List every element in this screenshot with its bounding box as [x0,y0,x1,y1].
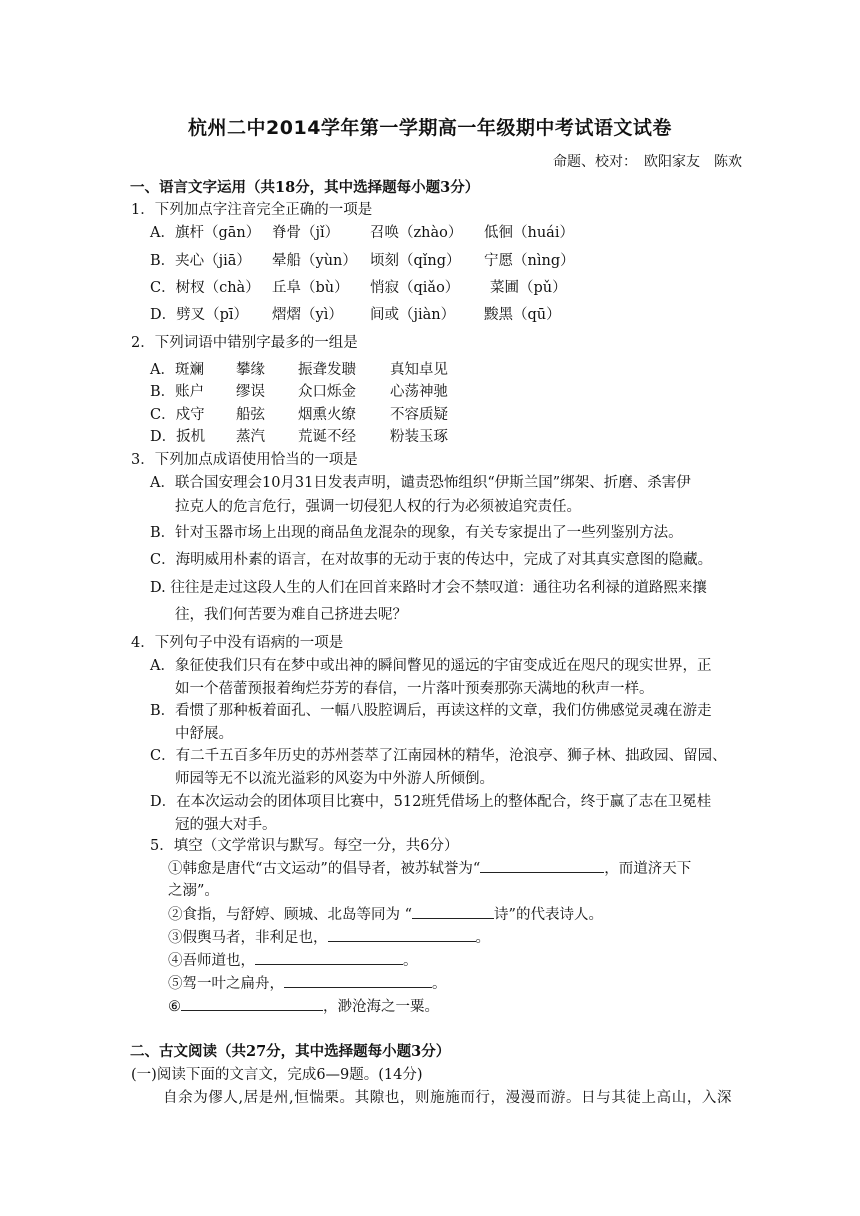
q3-option-c: C．海明威用朴素的语言，在对故事的无动于衷的传达中，完成了对其真实意图的隐藏。 [150,552,713,568]
q5-blank-4[interactable] [255,950,403,965]
question-3-stem: 3．下列加点成语使用恰当的一项是 [131,452,358,468]
q5-blank-5[interactable] [284,973,432,988]
q5-item-5: ⑤驾一叶之扁舟， 。 [168,973,447,994]
q5-item-4: ④吾师道也， 。 [168,950,418,971]
section-2-heading: 二、古文阅读（共27分，其中选择题每小题3分） [130,1043,451,1060]
q4-option-c-line1: C．有二千五百多年历史的苏州荟萃了江南园林的精华，沧浪亭、狮子林、拙政园、留园、 [150,748,727,764]
q4-option-c-line2: 师园等无不以流光溢彩的风姿为中外游人所倾倒。 [175,771,494,787]
q4-option-b-line1: B．看惯了那种板着面孔、一幅八股腔调后，再读这样的文章，我们仿佛感觉灵魂在游走 [150,703,712,719]
q5-item-1: ①韩愈是唐代“古文运动”的倡导者，被苏轼誉为“ ，而道济天下 [168,858,691,879]
q3-option-d-line1: D. 往往是走过这段人生的人们在回首来路时才会不禁叹道：通往功名利禄的道路熙来攘 [150,580,707,596]
question-1-stem: 1．下列加点字注音完全正确的一项是 [131,202,373,218]
classical-passage: 自余为僇人,居是州,恒惴栗。其隙也，则施施而行，漫漫而游。日与其徒上高山，入深 [163,1090,733,1106]
q5-item-6: ⑥ ，渺沧海之一粟。 [168,996,439,1017]
q4-option-d-line2: 冠的强大对手。 [175,817,277,833]
question-5-stem: 5．填空（文学常识与默写。每空一分，共6分） [150,838,459,854]
q2-option-c: C．戍守 船弦 烟熏火缭 不容质疑 [150,407,448,423]
question-4-stem: 4．下列句子中没有语病的一项是 [131,635,344,651]
q5-blank-6[interactable] [181,996,323,1011]
q1-option-d: D．劈叉（pī） 熠熠（yì） 间或（jiàn） 黢黑（qū） [150,307,561,323]
section-1-heading: 一、语言文字运用（共18分，其中选择题每小题3分） [130,179,480,196]
q2-option-d: D．扳机 蒸汽 荒诞不经 粉装玉琢 [150,429,448,445]
q3-option-d-line2: 往，我们何苦要为难自己挤进去呢？ [175,607,407,623]
q4-option-a-line1: A．象征使我们只有在梦中或出神的瞬间瞥见的遥远的宇宙变成近在咫尺的现实世界，正 [150,658,712,674]
q4-option-a-line2: 如一个蓓蕾预报着绚烂芬芳的春信，一片落叶预奏那弥天满地的秋声一样。 [175,681,654,697]
q1-option-c: C．树杈（chà） 丘阜（bù） 悄寂（qiǎo） 菜圃（pǔ） [150,280,567,296]
authors-line: 命题、校对： 欧阳家友 陈欢 [553,154,742,170]
q5-item-3: ③假舆马者，非利足也， 。 [168,927,490,948]
q5-blank-3[interactable] [328,927,476,942]
q2-option-a: A．斑斓 攀缘 振聋发聩 真知卓见 [150,362,448,378]
q3-option-a-line2: 拉克人的危言危行，强调一切侵犯人权的行为必须被追究责任。 [175,499,581,515]
q4-option-b-line2: 中舒展。 [175,726,233,742]
q5-item-1-cont: 之溺”。 [168,883,219,899]
q5-blank-1[interactable] [480,858,604,873]
subsection-1-heading: (一)阅读下面的文言文，完成6—9题。(14分) [131,1067,423,1083]
exam-title: 杭州二中2014学年第一学期高一年级期中考试语文试卷 [188,117,672,139]
q2-option-b: B．账户 缪误 众口烁金 心荡神驰 [150,384,448,400]
q3-option-b: B．针对玉器市场上出现的商品鱼龙混杂的现象，有关专家提出了一些列鉴别方法。 [150,525,683,541]
q4-option-d-line1: D．在本次运动会的团体项目比赛中，512班凭借场上的整体配合，终于赢了志在卫冕桂 [150,794,712,810]
q1-option-b: B．夹心（jiā） 晕船（yùn） 顷刻（qǐng） 宁愿（nìng） [150,253,575,269]
q1-option-a: A．旗杆（gān） 脊骨（jǐ） 召唤（zhào） 低徊（huái） [150,225,574,241]
q3-option-a-line1: A．联合国安理会10月31日发表声明，谴责恐怖组织“伊斯兰国”绑架、折磨、杀害伊 [150,475,691,491]
q5-blank-2[interactable] [412,904,494,919]
question-2-stem: 2．下列词语中错别字最多的一组是 [131,335,358,351]
q5-item-2: ②食指，与舒婷、顾城、北岛等同为 “ 诗”的代表诗人。 [168,904,603,925]
